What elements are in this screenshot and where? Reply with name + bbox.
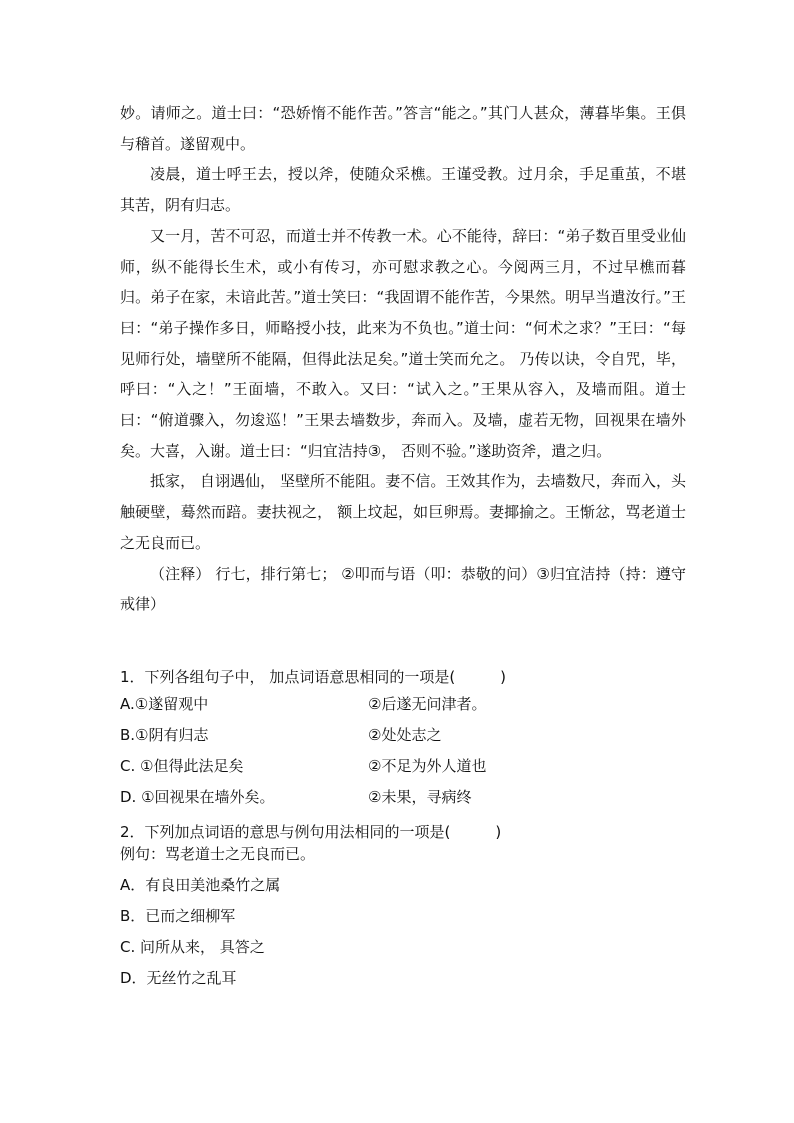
passage-paragraph-4: 抵家， 自诩遇仙， 坚壁所不能阻。妻不信。王效其作为，去墙数尺，奔而入，头触硬壁，蓦然而踣。妻扶视之， 额上坟起，如巨卵焉。妻揶揄之。王惭忿，骂老道士之无良而已。 [120,472,686,552]
question-1 [120,666,686,812]
question-2-option-b: B．已而之细柳军 [120,907,236,925]
question-1-option-c [120,750,686,781]
passage [120,98,686,620]
question-1-option-d [120,781,686,812]
question-2 [120,821,686,994]
passage-paragraph-2: 凌晨，道士呼王去，授以斧，使随众采樵。王谨受教。过月余，手足重茧，不堪其苦，阴有归志。 [120,165,686,215]
passage-annotation: （注释） 行七，排行第七； ②叩而与语（叩：恭敬的问）③归宜洁持（持：遵守戒律） [120,564,686,614]
question-1-stem: 1．下列各组句子中， 加点词语意思相同的一项是( ) [120,668,507,686]
question-2-option-a: A．有良田美池桑竹之属 [120,876,281,894]
option-right: ②处处志之 [368,726,442,744]
question-1-option-a [120,688,686,719]
option-left: A.①遂留观中 [120,695,209,713]
question-2-option-c: C. 问所从来， 具答之 [120,938,265,956]
option-left: B.①阴有归志 [120,726,209,744]
question-2-example: 例句：骂老道士之无良而已。 [120,845,316,863]
questions [120,666,686,994]
option-right: ②后遂无问津者。 [368,695,487,713]
option-left: D. ①回视果在墙外矣。 [120,788,275,806]
passage-paragraph-3: 又一月，苦不可忍，而道士并不传教一术。心不能待，辞曰：“弟子数百里受业仙师，纵不能得长生术，或小有传习，亦可慰求教之心。今阅两三月，不过早樵而暮归。弟子在家，未谙此苦。”道士笑曰：“我固谓不能作苦，今果然。明早当遣汝行。”王曰：“弟子操作多日，师略授小技，此来为不负也。”道士问：“何术之求？”王曰：“每见师行处，墙壁所不能隔，但得此法足矣。”道士笑而允之。 乃传以诀，令自咒，毕，呼曰：“入之！”王面墙，不敢入。又曰：“试入之。”王果从容入，及墙而阻。道士曰：“俯道骤入，勿逡巡！”王果去墙数步，奔而入。及墙，虚若无物，回视果在墙外矣。大喜，入谢。道士曰：“归宜洁持③， 否则不验。”遂助资斧，遣之归。 [120,226,686,460]
option-left: C. ①但得此法足矣 [120,757,244,775]
option-right: ②未果，寻病终 [368,788,472,806]
option-right: ②不足为外人道也 [368,757,487,775]
question-1-option-b [120,719,686,750]
question-2-stem: 2．下列加点词语的意思与例句用法相同的一项是( ) [120,823,502,841]
question-2-option-d: D．无丝竹之乱耳 [120,969,237,987]
passage-paragraph-1: 妙。请师之。道士曰：“恐娇惰不能作苦。”答言“能之。”其门人甚众，薄暮毕集。王俱与稽首。遂留观中。 [120,104,686,153]
